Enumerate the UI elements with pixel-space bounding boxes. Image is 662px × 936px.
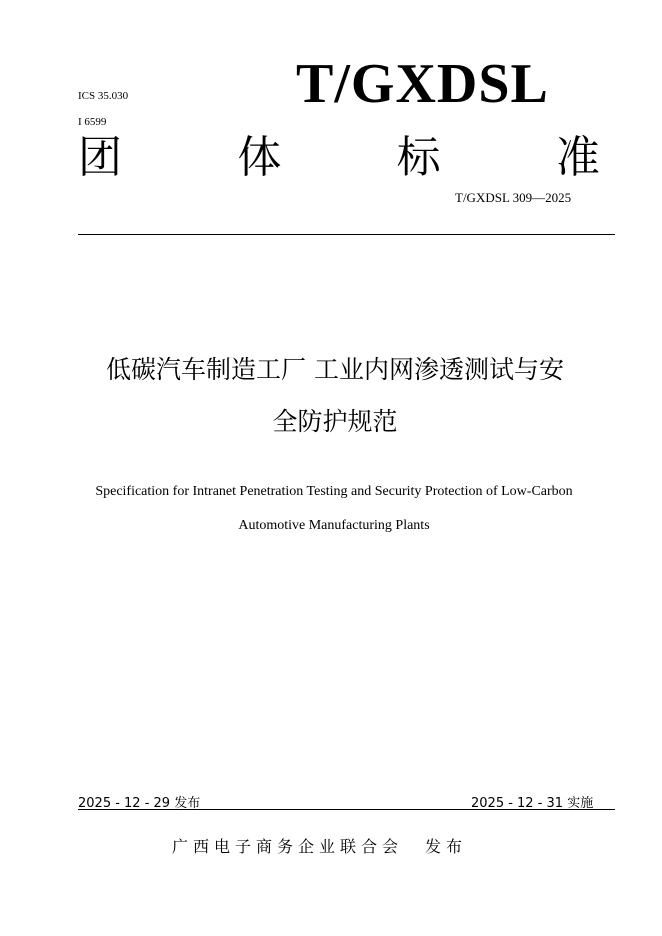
standard-type-char: 体: [237, 132, 282, 183]
chinese-title-line1: 低碳汽车制造工厂 工业内网渗透测试与安: [106, 355, 564, 384]
english-title-line2: Automotive Manufacturing Plants: [238, 518, 430, 533]
publish-date: 2025 - 12 - 29 发布: [78, 796, 201, 811]
standard-type-char: 标: [396, 132, 441, 183]
chinese-title: [40, 344, 630, 448]
english-title-line1: Specification for Intranet Penetration Testing and Security Protection of Low-Carbon: [95, 484, 573, 499]
standard-type-char: 团: [78, 132, 122, 183]
standard-brand-code: T/GXDSL: [296, 53, 549, 115]
issuing-organization: 广西电子商务企业联合会: [172, 837, 404, 856]
standard-number: T/GXDSL 309—2025: [455, 190, 572, 205]
header-divider: [78, 234, 615, 235]
issue-label: 发布: [425, 837, 468, 856]
english-title: [40, 475, 628, 543]
chinese-title-line2: 全防护规范: [272, 407, 398, 436]
ics-code: ICS 35.030: [78, 90, 129, 102]
standard-type-heading: [78, 132, 600, 183]
footer-divider: [78, 809, 615, 810]
issuer-line: [172, 834, 467, 857]
classification-code: I 6599: [78, 116, 107, 128]
implementation-date: 2025 - 12 - 31 实施: [471, 796, 594, 811]
standard-type-char: 准: [555, 132, 600, 183]
